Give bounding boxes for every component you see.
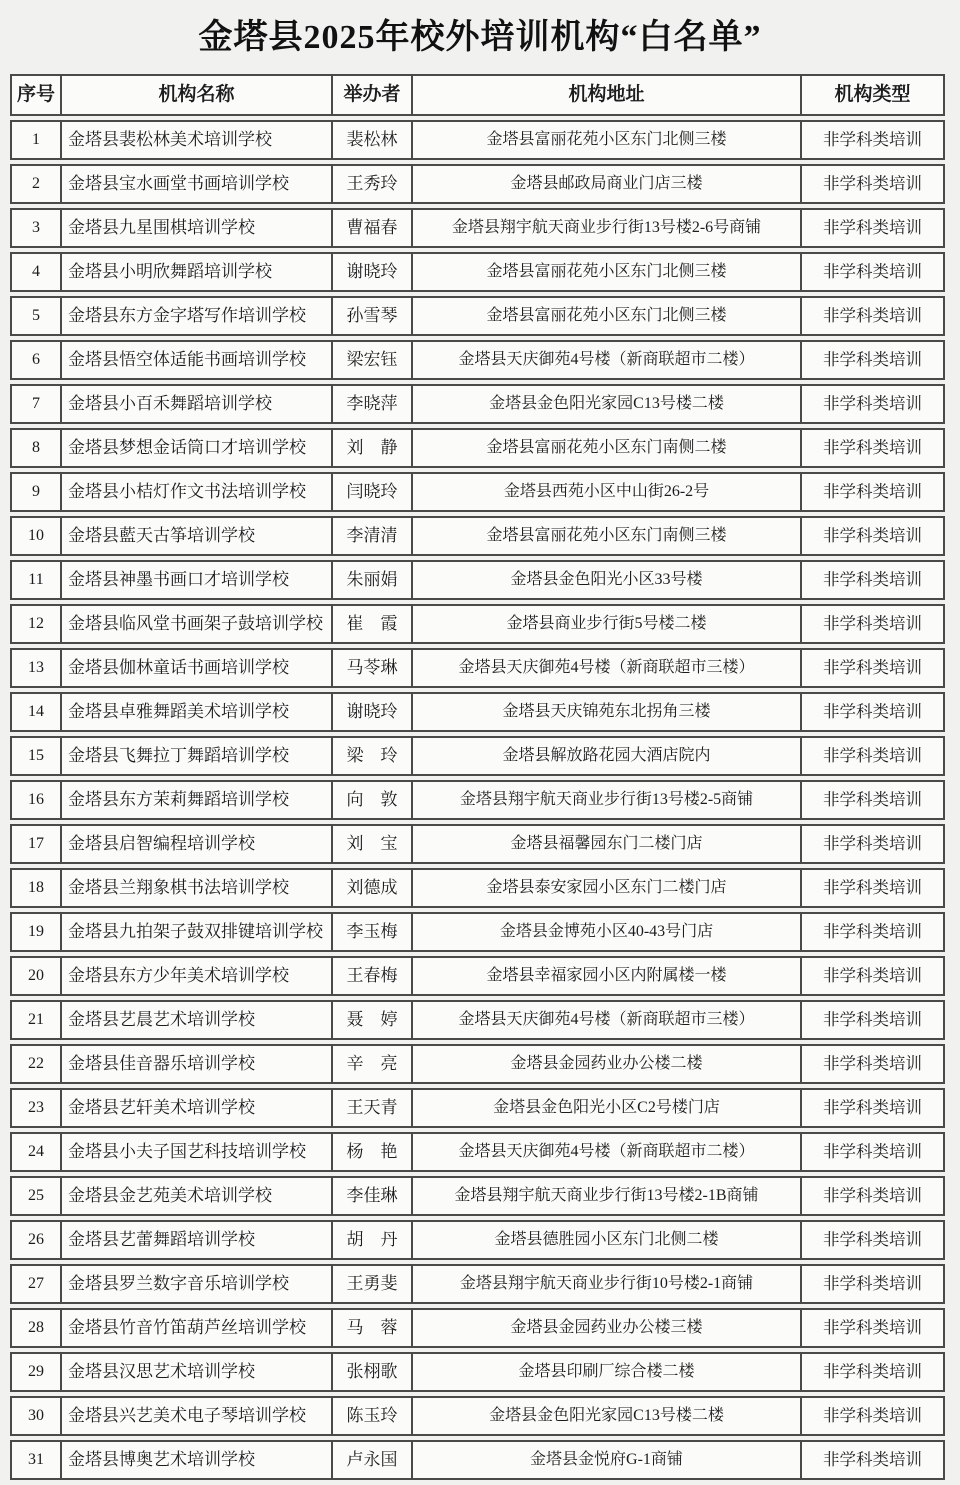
institution-type-cell: 非学科类培训 bbox=[800, 824, 945, 864]
address-cell: 金塔县天庆锦苑东北拐角三楼 bbox=[411, 692, 802, 732]
institution-name-cell: 金塔县神墨书画口才培训学校 bbox=[60, 560, 333, 600]
address-cell: 金塔县金色阳光家园C13号楼二楼 bbox=[411, 1396, 802, 1436]
institution-type-cell: 非学科类培训 bbox=[800, 736, 945, 776]
table-body bbox=[10, 120, 949, 1480]
institution-name-cell: 金塔县艺轩美术培训学校 bbox=[60, 1088, 333, 1128]
institution-type-cell: 非学科类培训 bbox=[800, 1220, 945, 1260]
organizer-cell: 梁宏钰 bbox=[331, 340, 413, 380]
table-row bbox=[10, 428, 949, 468]
organizer-cell: 刘德成 bbox=[331, 868, 413, 908]
row-number-cell: 22 bbox=[10, 1044, 62, 1084]
institution-type-cell: 非学科类培训 bbox=[800, 1440, 945, 1480]
row-number-cell: 7 bbox=[10, 384, 62, 424]
organizer-cell: 陈玉玲 bbox=[331, 1396, 413, 1436]
institution-type-cell: 非学科类培训 bbox=[800, 384, 945, 424]
row-number-cell: 8 bbox=[10, 428, 62, 468]
organizer-cell: 辛 亮 bbox=[331, 1044, 413, 1084]
whitelist-table bbox=[10, 74, 949, 1480]
row-number-cell: 31 bbox=[10, 1440, 62, 1480]
institution-name-cell: 金塔县佳音器乐培训学校 bbox=[60, 1044, 333, 1084]
institution-name-cell: 金塔县临风堂书画架子鼓培训学校 bbox=[60, 604, 333, 644]
institution-type-cell: 非学科类培训 bbox=[800, 1352, 945, 1392]
address-cell: 金塔县解放路花园大酒店院内 bbox=[411, 736, 802, 776]
institution-type-cell: 非学科类培训 bbox=[800, 1264, 945, 1304]
institution-name-cell: 金塔县东方少年美术培训学校 bbox=[60, 956, 333, 996]
institution-name-cell: 金塔县藍天古筝培训学校 bbox=[60, 516, 333, 556]
institution-type-cell: 非学科类培训 bbox=[800, 120, 945, 160]
row-number-cell: 15 bbox=[10, 736, 62, 776]
address-cell: 金塔县翔宇航天商业步行街13号楼2-6号商铺 bbox=[411, 208, 802, 248]
institution-name-cell: 金塔县启智编程培训学校 bbox=[60, 824, 333, 864]
table-row bbox=[10, 472, 949, 512]
row-number-cell: 12 bbox=[10, 604, 62, 644]
address-cell: 金塔县富丽花苑小区东门南侧二楼 bbox=[411, 428, 802, 468]
organizer-cell: 梁 玲 bbox=[331, 736, 413, 776]
table-row bbox=[10, 164, 949, 204]
table-row bbox=[10, 1132, 949, 1172]
header-institution-type: 机构类型 bbox=[800, 74, 945, 116]
institution-type-cell: 非学科类培训 bbox=[800, 1132, 945, 1172]
address-cell: 金塔县金色阳光小区C2号楼门店 bbox=[411, 1088, 802, 1128]
organizer-cell: 杨 艳 bbox=[331, 1132, 413, 1172]
row-number-cell: 6 bbox=[10, 340, 62, 380]
table-row bbox=[10, 868, 949, 908]
organizer-cell: 王春梅 bbox=[331, 956, 413, 996]
organizer-cell: 崔 霞 bbox=[331, 604, 413, 644]
table-header-row bbox=[10, 74, 949, 116]
table-row bbox=[10, 1000, 949, 1040]
address-cell: 金塔县西苑小区中山街26-2号 bbox=[411, 472, 802, 512]
row-number-cell: 11 bbox=[10, 560, 62, 600]
institution-name-cell: 金塔县卓雅舞蹈美术培训学校 bbox=[60, 692, 333, 732]
row-number-cell: 25 bbox=[10, 1176, 62, 1216]
institution-type-cell: 非学科类培训 bbox=[800, 1308, 945, 1348]
address-cell: 金塔县翔宇航天商业步行街10号楼2-1商铺 bbox=[411, 1264, 802, 1304]
organizer-cell: 曹福春 bbox=[331, 208, 413, 248]
table-row bbox=[10, 648, 949, 688]
address-cell: 金塔县金园药业办公楼三楼 bbox=[411, 1308, 802, 1348]
organizer-cell: 胡 丹 bbox=[331, 1220, 413, 1260]
institution-name-cell: 金塔县飞舞拉丁舞蹈培训学校 bbox=[60, 736, 333, 776]
institution-type-cell: 非学科类培训 bbox=[800, 208, 945, 248]
organizer-cell: 朱丽娟 bbox=[331, 560, 413, 600]
organizer-cell: 王天青 bbox=[331, 1088, 413, 1128]
institution-name-cell: 金塔县汉思艺术培训学校 bbox=[60, 1352, 333, 1392]
organizer-cell: 谢晓玲 bbox=[331, 252, 413, 292]
organizer-cell: 孙雪琴 bbox=[331, 296, 413, 336]
header-institution-name: 机构名称 bbox=[60, 74, 333, 116]
organizer-cell: 闫晓玲 bbox=[331, 472, 413, 512]
address-cell: 金塔县金园药业办公楼二楼 bbox=[411, 1044, 802, 1084]
institution-type-cell: 非学科类培训 bbox=[800, 472, 945, 512]
address-cell: 金塔县金色阳光小区33号楼 bbox=[411, 560, 802, 600]
row-number-cell: 9 bbox=[10, 472, 62, 512]
institution-name-cell: 金塔县悟空体适能书画培训学校 bbox=[60, 340, 333, 380]
table-row bbox=[10, 1264, 949, 1304]
address-cell: 金塔县商业步行街5号楼二楼 bbox=[411, 604, 802, 644]
institution-type-cell: 非学科类培训 bbox=[800, 780, 945, 820]
table-row bbox=[10, 340, 949, 380]
row-number-cell: 16 bbox=[10, 780, 62, 820]
table-row bbox=[10, 736, 949, 776]
row-number-cell: 23 bbox=[10, 1088, 62, 1128]
table-row bbox=[10, 912, 949, 952]
table-row bbox=[10, 384, 949, 424]
row-number-cell: 1 bbox=[10, 120, 62, 160]
table-row bbox=[10, 208, 949, 248]
row-number-cell: 30 bbox=[10, 1396, 62, 1436]
institution-name-cell: 金塔县东方金字塔写作培训学校 bbox=[60, 296, 333, 336]
address-cell: 金塔县富丽花苑小区东门北侧三楼 bbox=[411, 252, 802, 292]
address-cell: 金塔县天庆御苑4号楼（新商联超市二楼） bbox=[411, 1132, 802, 1172]
table-row bbox=[10, 120, 949, 160]
institution-name-cell: 金塔县博奥艺术培训学校 bbox=[60, 1440, 333, 1480]
institution-name-cell: 金塔县金艺苑美术培训学校 bbox=[60, 1176, 333, 1216]
organizer-cell: 马苓琳 bbox=[331, 648, 413, 688]
institution-name-cell: 金塔县竹音竹笛葫芦丝培训学校 bbox=[60, 1308, 333, 1348]
row-number-cell: 5 bbox=[10, 296, 62, 336]
row-number-cell: 4 bbox=[10, 252, 62, 292]
institution-name-cell: 金塔县伽林童话书画培训学校 bbox=[60, 648, 333, 688]
organizer-cell: 王勇斐 bbox=[331, 1264, 413, 1304]
table-row bbox=[10, 560, 949, 600]
institution-name-cell: 金塔县艺蕾舞蹈培训学校 bbox=[60, 1220, 333, 1260]
organizer-cell: 马 蓉 bbox=[331, 1308, 413, 1348]
table-row bbox=[10, 516, 949, 556]
address-cell: 金塔县富丽花苑小区东门北侧三楼 bbox=[411, 120, 802, 160]
organizer-cell: 王秀玲 bbox=[331, 164, 413, 204]
address-cell: 金塔县翔宇航天商业步行街13号楼2-1B商铺 bbox=[411, 1176, 802, 1216]
table-row bbox=[10, 956, 949, 996]
row-number-cell: 3 bbox=[10, 208, 62, 248]
row-number-cell: 24 bbox=[10, 1132, 62, 1172]
institution-type-cell: 非学科类培训 bbox=[800, 1088, 945, 1128]
row-number-cell: 17 bbox=[10, 824, 62, 864]
institution-type-cell: 非学科类培训 bbox=[800, 340, 945, 380]
table-row bbox=[10, 1176, 949, 1216]
organizer-cell: 李佳琳 bbox=[331, 1176, 413, 1216]
row-number-cell: 27 bbox=[10, 1264, 62, 1304]
institution-type-cell: 非学科类培训 bbox=[800, 1000, 945, 1040]
institution-type-cell: 非学科类培训 bbox=[800, 252, 945, 292]
institution-type-cell: 非学科类培训 bbox=[800, 692, 945, 732]
institution-name-cell: 金塔县小桔灯作文书法培训学校 bbox=[60, 472, 333, 512]
table-row bbox=[10, 824, 949, 864]
row-number-cell: 29 bbox=[10, 1352, 62, 1392]
address-cell: 金塔县金博苑小区40-43号门店 bbox=[411, 912, 802, 952]
header-address: 机构地址 bbox=[411, 74, 802, 116]
header-serial-number: 序号 bbox=[10, 74, 62, 116]
organizer-cell: 李玉梅 bbox=[331, 912, 413, 952]
table-row bbox=[10, 780, 949, 820]
institution-name-cell: 金塔县罗兰数字音乐培训学校 bbox=[60, 1264, 333, 1304]
institution-type-cell: 非学科类培训 bbox=[800, 648, 945, 688]
address-cell: 金塔县印刷厂综合楼二楼 bbox=[411, 1352, 802, 1392]
organizer-cell: 李清清 bbox=[331, 516, 413, 556]
address-cell: 金塔县德胜园小区东门北侧二楼 bbox=[411, 1220, 802, 1260]
institution-type-cell: 非学科类培训 bbox=[800, 428, 945, 468]
address-cell: 金塔县天庆御苑4号楼（新商联超市三楼） bbox=[411, 648, 802, 688]
address-cell: 金塔县富丽花苑小区东门北侧三楼 bbox=[411, 296, 802, 336]
organizer-cell: 刘 宝 bbox=[331, 824, 413, 864]
row-number-cell: 21 bbox=[10, 1000, 62, 1040]
row-number-cell: 13 bbox=[10, 648, 62, 688]
table-row bbox=[10, 252, 949, 292]
institution-type-cell: 非学科类培训 bbox=[800, 1176, 945, 1216]
row-number-cell: 20 bbox=[10, 956, 62, 996]
address-cell: 金塔县金悦府G-1商铺 bbox=[411, 1440, 802, 1480]
address-cell: 金塔县翔宇航天商业步行街13号楼2-5商铺 bbox=[411, 780, 802, 820]
organizer-cell: 谢晓玲 bbox=[331, 692, 413, 732]
institution-type-cell: 非学科类培训 bbox=[800, 956, 945, 996]
institution-name-cell: 金塔县九星围棋培训学校 bbox=[60, 208, 333, 248]
institution-type-cell: 非学科类培训 bbox=[800, 868, 945, 908]
table-row bbox=[10, 692, 949, 732]
institution-name-cell: 金塔县宝水画堂书画培训学校 bbox=[60, 164, 333, 204]
table-row bbox=[10, 1396, 949, 1436]
institution-name-cell: 金塔县兴艺美术电子琴培训学校 bbox=[60, 1396, 333, 1436]
institution-name-cell: 金塔县小明欣舞蹈培训学校 bbox=[60, 252, 333, 292]
institution-name-cell: 金塔县裴松林美术培训学校 bbox=[60, 120, 333, 160]
row-number-cell: 18 bbox=[10, 868, 62, 908]
address-cell: 金塔县泰安家园小区东门二楼门店 bbox=[411, 868, 802, 908]
organizer-cell: 聂 婷 bbox=[331, 1000, 413, 1040]
row-number-cell: 19 bbox=[10, 912, 62, 952]
table-row bbox=[10, 604, 949, 644]
address-cell: 金塔县天庆御苑4号楼（新商联超市二楼） bbox=[411, 340, 802, 380]
institution-type-cell: 非学科类培训 bbox=[800, 1044, 945, 1084]
organizer-cell: 张栩歌 bbox=[331, 1352, 413, 1392]
row-number-cell: 26 bbox=[10, 1220, 62, 1260]
institution-type-cell: 非学科类培训 bbox=[800, 560, 945, 600]
institution-name-cell: 金塔县小百禾舞蹈培训学校 bbox=[60, 384, 333, 424]
institution-name-cell: 金塔县梦想金话筒口才培训学校 bbox=[60, 428, 333, 468]
institution-type-cell: 非学科类培训 bbox=[800, 296, 945, 336]
row-number-cell: 14 bbox=[10, 692, 62, 732]
institution-name-cell: 金塔县艺晨艺术培训学校 bbox=[60, 1000, 333, 1040]
address-cell: 金塔县金色阳光家园C13号楼二楼 bbox=[411, 384, 802, 424]
address-cell: 金塔县邮政局商业门店三楼 bbox=[411, 164, 802, 204]
page-title: 金塔县2025年校外培训机构“白名单” bbox=[198, 19, 762, 56]
institution-name-cell: 金塔县小夫子国艺科技培训学校 bbox=[60, 1132, 333, 1172]
organizer-cell: 裴松林 bbox=[331, 120, 413, 160]
institution-type-cell: 非学科类培训 bbox=[800, 516, 945, 556]
institution-type-cell: 非学科类培训 bbox=[800, 164, 945, 204]
table-row bbox=[10, 1308, 949, 1348]
organizer-cell: 刘 静 bbox=[331, 428, 413, 468]
organizer-cell: 向 敦 bbox=[331, 780, 413, 820]
row-number-cell: 28 bbox=[10, 1308, 62, 1348]
institution-type-cell: 非学科类培训 bbox=[800, 1396, 945, 1436]
institution-type-cell: 非学科类培训 bbox=[800, 604, 945, 644]
institution-name-cell: 金塔县兰翔象棋书法培训学校 bbox=[60, 868, 333, 908]
organizer-cell: 李晓萍 bbox=[331, 384, 413, 424]
row-number-cell: 10 bbox=[10, 516, 62, 556]
institution-name-cell: 金塔县九拍架子鼓双排键培训学校 bbox=[60, 912, 333, 952]
table-row bbox=[10, 1044, 949, 1084]
address-cell: 金塔县富丽花苑小区东门南侧三楼 bbox=[411, 516, 802, 556]
institution-name-cell: 金塔县东方茉莉舞蹈培训学校 bbox=[60, 780, 333, 820]
address-cell: 金塔县幸福家园小区内附属楼一楼 bbox=[411, 956, 802, 996]
organizer-cell: 卢永国 bbox=[331, 1440, 413, 1480]
row-number-cell: 2 bbox=[10, 164, 62, 204]
table-row bbox=[10, 1352, 949, 1392]
institution-type-cell: 非学科类培训 bbox=[800, 912, 945, 952]
table-row bbox=[10, 296, 949, 336]
table-row bbox=[10, 1220, 949, 1260]
table-row bbox=[10, 1440, 949, 1480]
address-cell: 金塔县天庆御苑4号楼（新商联超市三楼） bbox=[411, 1000, 802, 1040]
address-cell: 金塔县福馨园东门二楼门店 bbox=[411, 824, 802, 864]
header-organizer: 举办者 bbox=[331, 74, 413, 116]
table-row bbox=[10, 1088, 949, 1128]
